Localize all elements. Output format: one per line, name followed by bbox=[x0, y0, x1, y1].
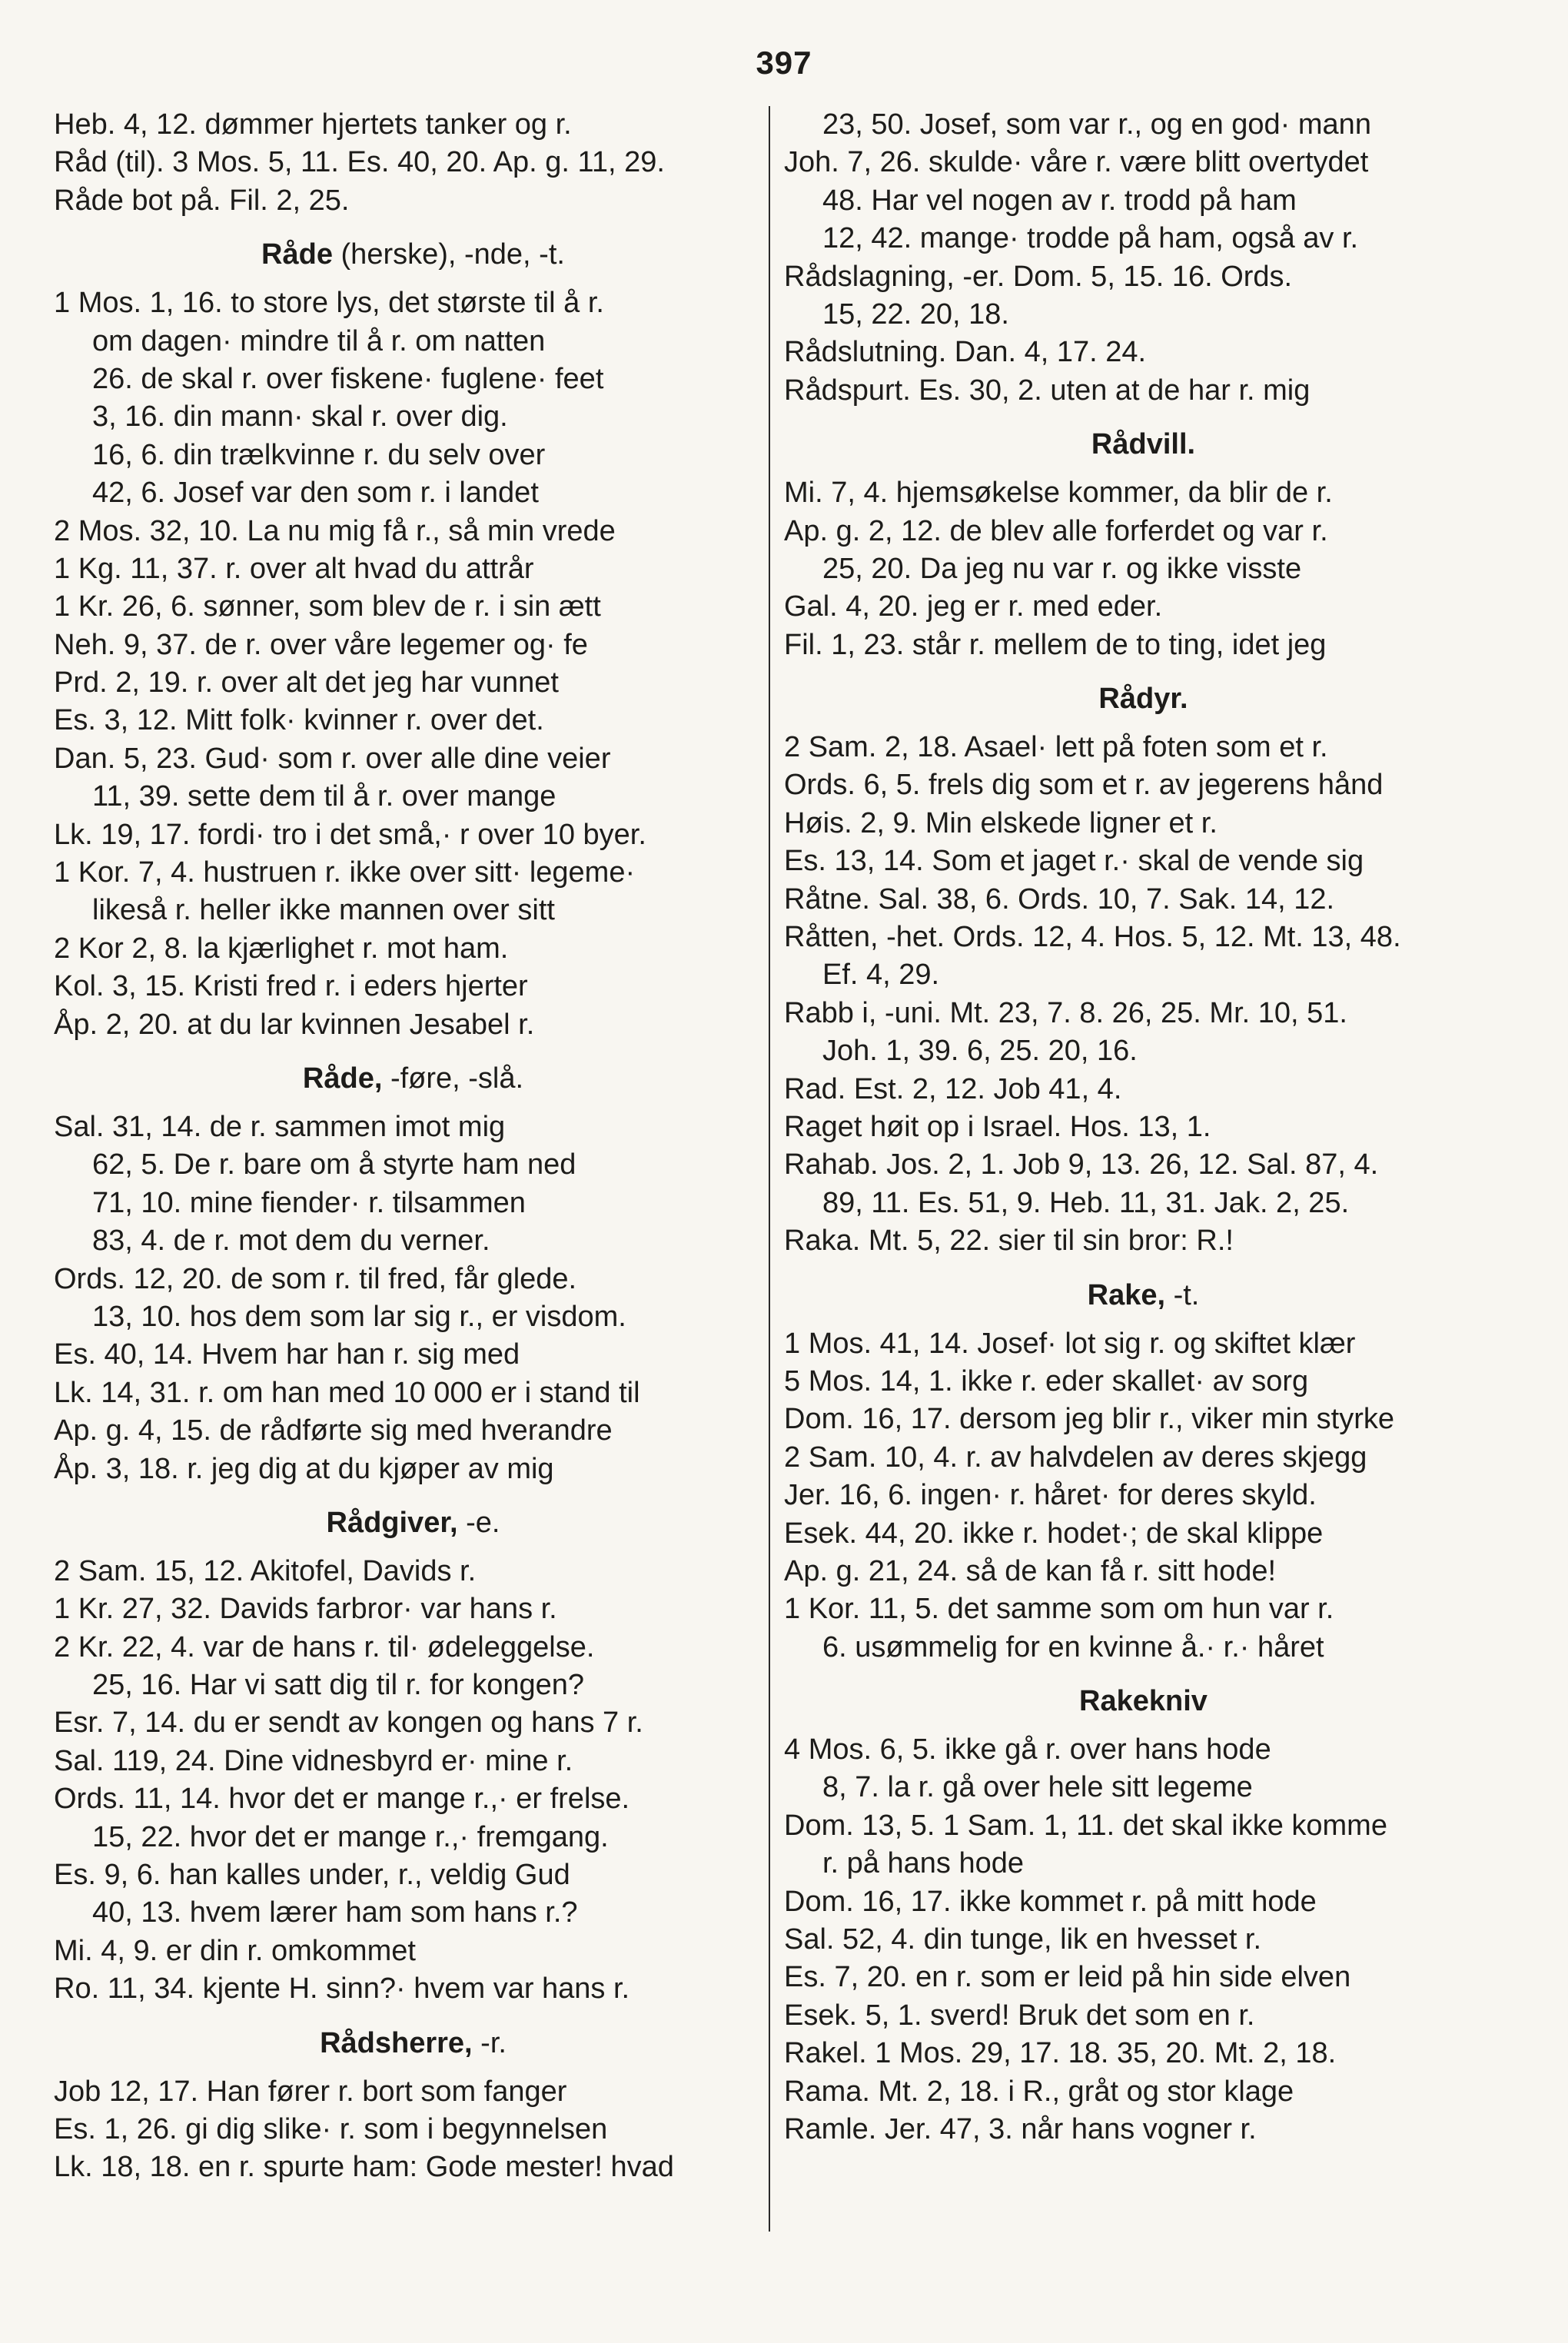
concordance-line: Esr. 7, 14. du er sendt av kongen og hans 7 r. bbox=[54, 1707, 643, 1740]
concordance-line: 4 Mos. 6, 5. ikke gå r. over hans hode bbox=[784, 1733, 1271, 1766]
concordance-line: Sal. 52, 4. din tunge, lik en hvesset r. bbox=[784, 1923, 1262, 1956]
concordance-line: Rådslagning, -er. Dom. 5, 15. 16. Ords. bbox=[784, 260, 1293, 293]
concordance-line: Rad. Est. 2, 12. Job 41, 4. bbox=[784, 1072, 1122, 1105]
concordance-line: Åp. 2, 20. at du lar kvinnen Jesabel r. bbox=[54, 1008, 535, 1041]
concordance-line: Ap. g. 2, 12. de blev alle forferdet og var r. bbox=[784, 514, 1328, 547]
concordance-line: Rahab. Jos. 2, 1. Job 9, 13. 26, 12. Sal. 87, 4. bbox=[784, 1148, 1379, 1181]
concordance-line: 1 Kg. 11, 37. r. over alt hvad du attrår bbox=[54, 552, 534, 585]
headword: Råde bbox=[261, 238, 333, 271]
column-divider bbox=[769, 106, 770, 2232]
headword: Rådyr. bbox=[1098, 683, 1188, 716]
concordance-line: 26. de skal r. over fiskene· fuglene· feet bbox=[92, 362, 604, 395]
right-column bbox=[784, 106, 1503, 2149]
concordance-line: Rabb i, -uni. Mt. 23, 7. 8. 26, 25. Mr. 10, 51. bbox=[784, 996, 1347, 1029]
concordance-line: 25, 20. Da jeg nu var r. og ikke visste bbox=[822, 552, 1302, 585]
concordance-line: 11, 39. sette dem til å r. over mange bbox=[92, 780, 556, 813]
entry-heading bbox=[54, 1058, 772, 1099]
concordance-line: Raget høit op i Israel. Hos. 13, 1. bbox=[784, 1110, 1211, 1143]
concordance-line: 1 Mos. 1, 16. to store lys, det største til å r. bbox=[54, 287, 604, 320]
concordance-line: Sal. 119, 24. Dine vidnesbyrd er· mine r. bbox=[54, 1744, 573, 1777]
concordance-line: Lk. 19, 17. fordi· tro i det små,· r over 10 byer. bbox=[54, 818, 646, 851]
concordance-line: om dagen· mindre til å r. om natten bbox=[92, 324, 546, 357]
concordance-line: 8, 7. la r. gå over hele sitt legeme bbox=[822, 1771, 1253, 1804]
concordance-line: Es. 3, 12. Mitt folk· kvinner r. over det. bbox=[54, 704, 544, 737]
concordance-line: Es. 1, 26. gi dig slike· r. som i begynnelsen bbox=[54, 2112, 608, 2145]
concordance-line: Job 12, 17. Han fører r. bort som fanger bbox=[54, 2075, 567, 2108]
concordance-line: 25, 16. Har vi satt dig til r. for kongen? bbox=[92, 1669, 585, 1702]
concordance-line: r. på hans hode bbox=[822, 1847, 1024, 1880]
entry-heading bbox=[54, 2022, 772, 2064]
concordance-line: Dom. 16, 17. dersom jeg blir r., viker min styrke bbox=[784, 1403, 1395, 1436]
concordance-line: 1 Kr. 26, 6. sønner, som blev de r. i sin ætt bbox=[54, 590, 601, 623]
concordance-line: Ords. 12, 20. de som r. til fred, får glede. bbox=[54, 1262, 577, 1295]
concordance-line: 16, 6. din trælkvinne r. du selv over bbox=[92, 438, 546, 471]
concordance-line: 13, 10. hos dem som lar sig r., er visdom. bbox=[92, 1300, 626, 1333]
concordance-line: 15, 22. 20, 18. bbox=[822, 297, 1009, 331]
headword-forms: -r. bbox=[472, 2026, 507, 2059]
entry-heading bbox=[784, 1680, 1503, 1722]
entry-heading bbox=[784, 1275, 1503, 1316]
concordance-line: Heb. 4, 12. dømmer hjertets tanker og r. bbox=[54, 108, 572, 141]
concordance-line: Rakel. 1 Mos. 29, 17. 18. 35, 20. Mt. 2, 18. bbox=[784, 2037, 1337, 2070]
headword-forms: -t. bbox=[1165, 1278, 1200, 1311]
concordance-line: Joh. 7, 26. skulde· våre r. være blitt overtydet bbox=[784, 146, 1369, 179]
concordance-line: Gal. 4, 20. jeg er r. med eder. bbox=[784, 590, 1163, 623]
entry-heading bbox=[784, 424, 1503, 465]
concordance-line: 2 Mos. 32, 10. La nu mig få r., så min vrede bbox=[54, 514, 616, 547]
concordance-line: Mi. 7, 4. hjemsøkelse kommer, da blir de r. bbox=[784, 477, 1333, 510]
concordance-line: Lk. 18, 18. en r. spurte ham: Gode mester! hvad bbox=[54, 2151, 674, 2184]
headword: Råde, bbox=[302, 1062, 383, 1095]
concordance-line: Esek. 5, 1. sverd! Bruk det som en r. bbox=[784, 1999, 1255, 2032]
concordance-line: 42, 6. Josef var den som r. i landet bbox=[92, 477, 539, 510]
concordance-line: Dom. 16, 17. ikke kommet r. på mitt hode bbox=[784, 1885, 1317, 1918]
concordance-line: 71, 10. mine fiender· r. tilsammen bbox=[92, 1186, 526, 1219]
concordance-line: Kol. 3, 15. Kristi fred r. i eders hjerter bbox=[54, 970, 528, 1003]
headword-forms: -e. bbox=[457, 1506, 500, 1539]
left-column bbox=[54, 106, 772, 2187]
page-number: 397 bbox=[756, 45, 812, 81]
headword: Rådvill. bbox=[1091, 428, 1196, 461]
headword: Rakekniv bbox=[1079, 1685, 1208, 1718]
concordance-line: 15, 22. hvor det er mange r.,· fremgang. bbox=[92, 1820, 609, 1853]
concordance-line: 12, 42. mange· trodde på ham, også av r. bbox=[822, 222, 1359, 255]
concordance-line: Høis. 2, 9. Min elskede ligner et r. bbox=[784, 806, 1218, 839]
concordance-line: Ords. 6, 5. frels dig som et r. av jegerens hånd bbox=[784, 769, 1384, 802]
concordance-line: Ords. 11, 14. hvor det er mange r.,· er frelse. bbox=[54, 1783, 630, 1816]
headword-forms: -føre, -slå. bbox=[382, 1062, 524, 1095]
concordance-line: 6. usømmelig for en kvinne å.· r.· håret bbox=[822, 1630, 1324, 1663]
concordance-line: 1 Mos. 41, 14. Josef· lot sig r. og skiftet klær bbox=[784, 1327, 1356, 1360]
concordance-line: 1 Kr. 27, 32. Davids farbror· var hans r. bbox=[54, 1593, 557, 1626]
headword-forms: (herske), -nde, -t. bbox=[332, 238, 565, 271]
concordance-line: Rådspurt. Es. 30, 2. uten at de har r. mig bbox=[784, 374, 1311, 407]
concordance-line: Es. 13, 14. Som et jaget r.· skal de vende sig bbox=[784, 845, 1364, 878]
concordance-line: Råde bot på. Fil. 2, 25. bbox=[54, 184, 350, 217]
concordance-line: 23, 50. Josef, som var r., og en god· mann bbox=[822, 108, 1371, 141]
concordance-line: Prd. 2, 19. r. over alt det jeg har vunnet bbox=[54, 666, 559, 700]
concordance-line: 2 Kr. 22, 4. var de hans r. til· ødeleggelse. bbox=[54, 1630, 595, 1663]
entry-heading bbox=[54, 1502, 772, 1544]
concordance-line: 48. Har vel nogen av r. trodd på ham bbox=[822, 184, 1297, 217]
concordance-line: Ef. 4, 29. bbox=[822, 959, 940, 992]
entry-heading bbox=[54, 234, 772, 275]
concordance-line: 2 Sam. 10, 4. r. av halvdelen av deres skjegg bbox=[784, 1441, 1367, 1474]
concordance-line: 2 Kor 2, 8. la kjærlighet r. mot ham. bbox=[54, 932, 509, 965]
concordance-line: Ro. 11, 34. kjente H. sinn?· hvem var hans r. bbox=[54, 1972, 630, 2006]
concordance-line: Fil. 1, 23. står r. mellem de to ting, idet jeg bbox=[784, 628, 1327, 661]
concordance-line: 5 Mos. 14, 1. ikke r. eder skallet· av sorg bbox=[784, 1364, 1309, 1397]
concordance-line: Dom. 13, 5. 1 Sam. 1, 11. det skal ikke komme bbox=[784, 1809, 1387, 1842]
concordance-line: Råtten, -het. Ords. 12, 4. Hos. 5, 12. Mt. 13, 48. bbox=[784, 921, 1401, 954]
headword: Rådgiver, bbox=[326, 1506, 458, 1539]
concordance-line: Lk. 14, 31. r. om han med 10 000 er i stand til bbox=[54, 1376, 640, 1409]
entry-heading bbox=[784, 678, 1503, 720]
concordance-line: Sal. 31, 14. de r. sammen imot mig bbox=[54, 1110, 506, 1143]
concordance-line: Joh. 1, 39. 6, 25. 20, 16. bbox=[822, 1035, 1138, 1068]
concordance-line: 62, 5. De r. bare om å styrte ham ned bbox=[92, 1148, 576, 1181]
concordance-line: Es. 9, 6. han kalles under, r., veldig Gud bbox=[54, 1859, 570, 1892]
concordance-line: Neh. 9, 37. de r. over våre legemer og· fe bbox=[54, 628, 588, 661]
concordance-line: Jer. 16, 6. ingen· r. håret· for deres skyld. bbox=[784, 1479, 1317, 1512]
concordance-line: Dan. 5, 23. Gud· som r. over alle dine veier bbox=[54, 742, 611, 775]
concordance-line: Ramle. Jer. 47, 3. når hans vogner r. bbox=[784, 2112, 1257, 2145]
concordance-line: Es. 40, 14. Hvem har han r. sig med bbox=[54, 1338, 520, 1371]
headword: Rake, bbox=[1087, 1278, 1166, 1311]
concordance-line: 40, 13. hvem lærer ham som hans r.? bbox=[92, 1896, 578, 1929]
concordance-line: Rådslutning. Dan. 4, 17. 24. bbox=[784, 336, 1147, 369]
concordance-line: Rama. Mt. 2, 18. i R., gråt og stor klage bbox=[784, 2075, 1294, 2108]
concordance-line: 2 Sam. 2, 18. Asael· lett på foten som et r. bbox=[784, 731, 1328, 764]
headword: Rådsherre, bbox=[320, 2026, 473, 2059]
concordance-line: Råd (til). 3 Mos. 5, 11. Es. 40, 20. Ap. g. 11, 29. bbox=[54, 146, 665, 179]
concordance-line: Åp. 3, 18. r. jeg dig at du kjøper av mig bbox=[54, 1452, 554, 1485]
concordance-line: Ap. g. 21, 24. så de kan få r. sitt hode! bbox=[784, 1554, 1277, 1587]
concordance-line: Råtne. Sal. 38, 6. Ords. 10, 7. Sak. 14, 12. bbox=[784, 882, 1335, 916]
concordance-line: Raka. Mt. 5, 22. sier til sin bror: R.! bbox=[784, 1225, 1234, 1258]
concordance-line: Mi. 4, 9. er din r. omkommet bbox=[54, 1934, 416, 1967]
concordance-line: 2 Sam. 15, 12. Akitofel, Davids r. bbox=[54, 1554, 477, 1587]
concordance-line: 83, 4. de r. mot dem du verner. bbox=[92, 1225, 490, 1258]
concordance-line: Ap. g. 4, 15. de rådførte sig med hverandre bbox=[54, 1414, 613, 1447]
concordance-line: 3, 16. din mann· skal r. over dig. bbox=[92, 400, 508, 434]
concordance-line: 1 Kor. 11, 5. det samme som om hun var r. bbox=[784, 1593, 1334, 1626]
concordance-line: 89, 11. Es. 51, 9. Heb. 11, 31. Jak. 2, 25. bbox=[822, 1186, 1350, 1219]
concordance-line: 1 Kor. 7, 4. hustruen r. ikke over sitt· legeme· bbox=[54, 856, 636, 889]
concordance-line: Es. 7, 20. en r. som er leid på hin side elven bbox=[784, 1961, 1351, 1994]
concordance-line: likeså r. heller ikke mannen over sitt bbox=[92, 894, 555, 927]
concordance-line: Esek. 44, 20. ikke r. hodet·; de skal klippe bbox=[784, 1517, 1324, 1550]
